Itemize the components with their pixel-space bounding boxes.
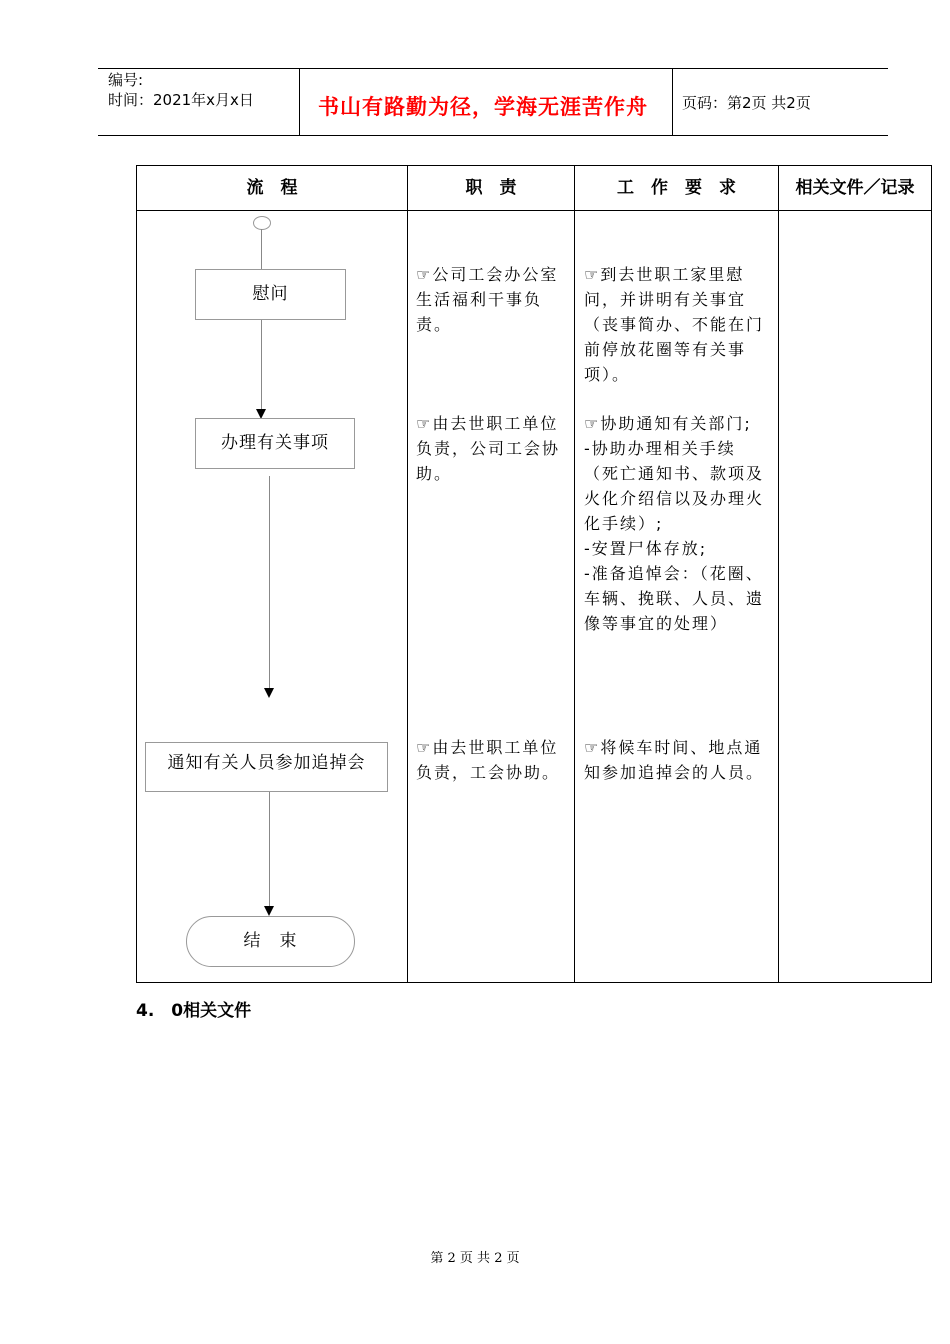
- requirement-row-1: ☞到去世职工家里慰问，并讲明有关事宜（丧事简办、不能在门前停放花圈等有关事项）。: [584, 265, 765, 384]
- flow-step-notify-memorial: 通知有关人员参加追掉会: [145, 742, 388, 792]
- header-bottom-rule: [98, 135, 888, 136]
- table-col-divider-2: [574, 165, 575, 983]
- start-node: [253, 216, 271, 230]
- table-col-divider-1: [407, 165, 408, 983]
- header-motto: 书山有路勤为径，学海无涯苦作舟: [318, 95, 648, 119]
- flow-arrow-2: [264, 688, 274, 698]
- column-header-duty: 职 责: [465, 178, 517, 198]
- table-bottom-border: [136, 982, 932, 983]
- table-col-divider-3: [778, 165, 779, 983]
- column-header-requirement: 工 作 要 求: [617, 178, 736, 198]
- table-left-border: [136, 165, 137, 983]
- page-footer: 第 2 页 共 2 页: [430, 1251, 520, 1266]
- flow-connector-2: [261, 320, 262, 410]
- table-header-border: [136, 210, 932, 211]
- page-info: 页码：第2页 共2页: [682, 94, 811, 112]
- flow-connector-1: [261, 229, 262, 269]
- flow-arrow-3: [264, 906, 274, 916]
- section-heading: 4. 0相关文件: [136, 1001, 252, 1021]
- doc-time-label: 时间：2021年x月x日: [108, 91, 254, 109]
- requirement-row-3: ☞将候车时间、地点通知参加追掉会的人员。: [584, 738, 765, 782]
- requirement-row-2: ☞协助通知有关部门; -协助办理相关手续（死亡通知书、款项及火化介绍信以及办理火化手续）; -安置尸体存放; -准备追悼会：（花圈、车辆、挽联、人员、遗像等事宜的处理）: [584, 414, 765, 633]
- table-right-border: [931, 165, 932, 983]
- flow-end-node: 结 束: [186, 916, 355, 967]
- column-header-records: 相关文件／记录: [795, 178, 915, 198]
- flow-step-condolence: 慰问: [195, 269, 346, 320]
- flow-connector-4: [269, 792, 270, 906]
- duty-row-1: ☞公司工会办公室生活福利干事负责。: [416, 265, 559, 334]
- header-divider-2: [672, 68, 673, 136]
- doc-number-label: 编号:: [108, 71, 144, 89]
- duty-row-3: ☞由去世职工单位负责，工会协助。: [416, 738, 561, 782]
- duty-row-2: ☞由去世职工单位负责，公司工会协助。: [416, 414, 561, 483]
- flow-connector-3: [269, 476, 270, 688]
- header-top-rule: [98, 68, 888, 69]
- flow-step-handle-affairs: 办理有关事项: [195, 418, 355, 469]
- header-divider-1: [299, 68, 300, 136]
- column-header-flow: 流 程: [246, 178, 298, 198]
